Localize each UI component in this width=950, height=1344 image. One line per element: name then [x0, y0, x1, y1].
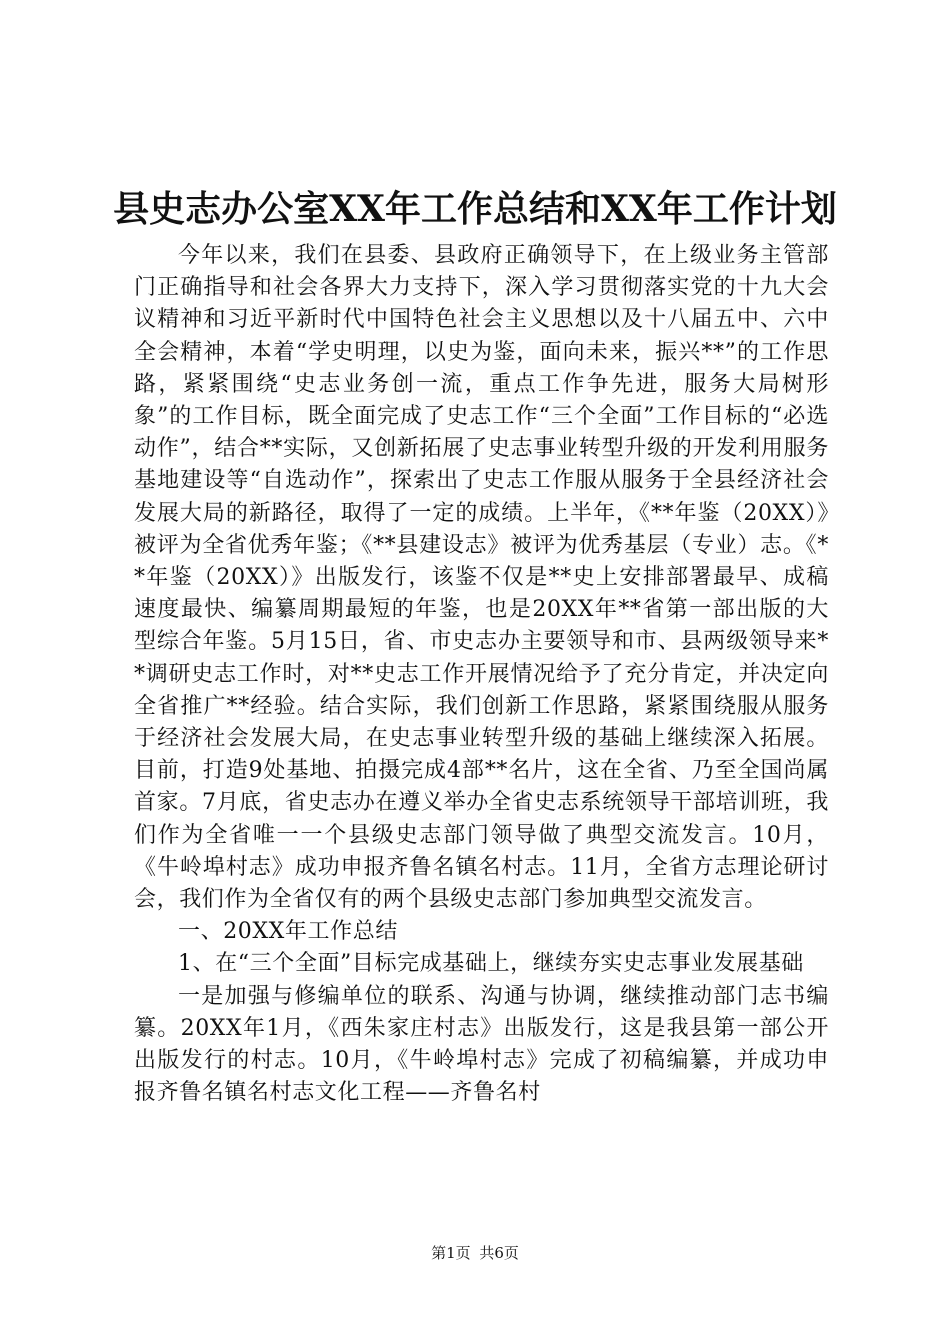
- page-number: 第1页: [431, 1244, 471, 1262]
- page-footer: [0, 1243, 950, 1263]
- document-body: [134, 240, 829, 1109]
- document-title: 县史志办公室XX年工作总结和XX年工作计划: [113, 188, 837, 230]
- page-total: 共6页: [479, 1244, 519, 1262]
- section-heading: 一、20XX年工作总结: [178, 919, 398, 945]
- paragraph-body: 一是加强与修编单位的联系、沟通与协调，继续推动部门志书编纂。20XX年1月，《西朱家庄村志》出版发行，这是我县第一部公开出版发行的村志。10月，《牛岭埠村志》完成了初稿编纂，并成功申报齐鲁名镇名村志文化工程——齐鲁名村: [134, 983, 829, 1106]
- subsection-heading: 1、在“三个全面”目标完成基础上，继续夯实史志事业发展基础: [178, 951, 804, 977]
- paragraph-intro: 今年以来，我们在县委、县政府正确领导下，在上级业务主管部门正确指导和社会各界大力支持下，深入学习贯彻落实党的十九大会议精神和习近平新时代中国特色社会主义思想以及十八届五中、六中全会精神，本着“学史明理，以史为鉴，面向未来，振兴**”的工作思路，紧紧围绕“史志业务创一流，重点工作争先进，服务大局树形象”的工作目标，既全面完成了史志工作“三个全面”工作目标的“必选动作”，结合**实际，又创新拓展了史志事业转型升级的开发利用服务基地建设等“自选动作”，探索出了史志工作服从服务于全县经济社会发展大局的新路径，取得了一定的成绩。上半年，《**年鉴（20XX）》被评为全省优秀年鉴；《**县建设志》被评为优秀基层（专业）志。《**年鉴（20XX）》出版发行，该鉴不仅是**史上安排部署最早、成稿速度最快、编纂周期最短的年鉴，也是20XX年**省第一部出版的大型综合年鉴。5月15日，省、市史志办主要领导和市、县两级领导来**调研史志工作时，对**史志工作开展情况给予了充分肯定，并决定向全省推广**经验。结合实际，我们创新工作思路，紧紧围绕服从服务于经济社会发展大局，在史志事业转型升级的基础上继续深入拓展。目前，打造9处基地、拍摄完成4部**名片，这在全省、乃至全国尚属首家。7月底，省史志办在遵义举办全省史志系统领导干部培训班，我们作为全省唯一一个县级史志部门领导做了典型交流发言。10月，《牛岭埠村志》成功申报齐鲁名镇名村志。11月，全省方志理论研讨会，我们作为全省仅有的两个县级史志部门参加典型交流发言。: [134, 243, 829, 913]
